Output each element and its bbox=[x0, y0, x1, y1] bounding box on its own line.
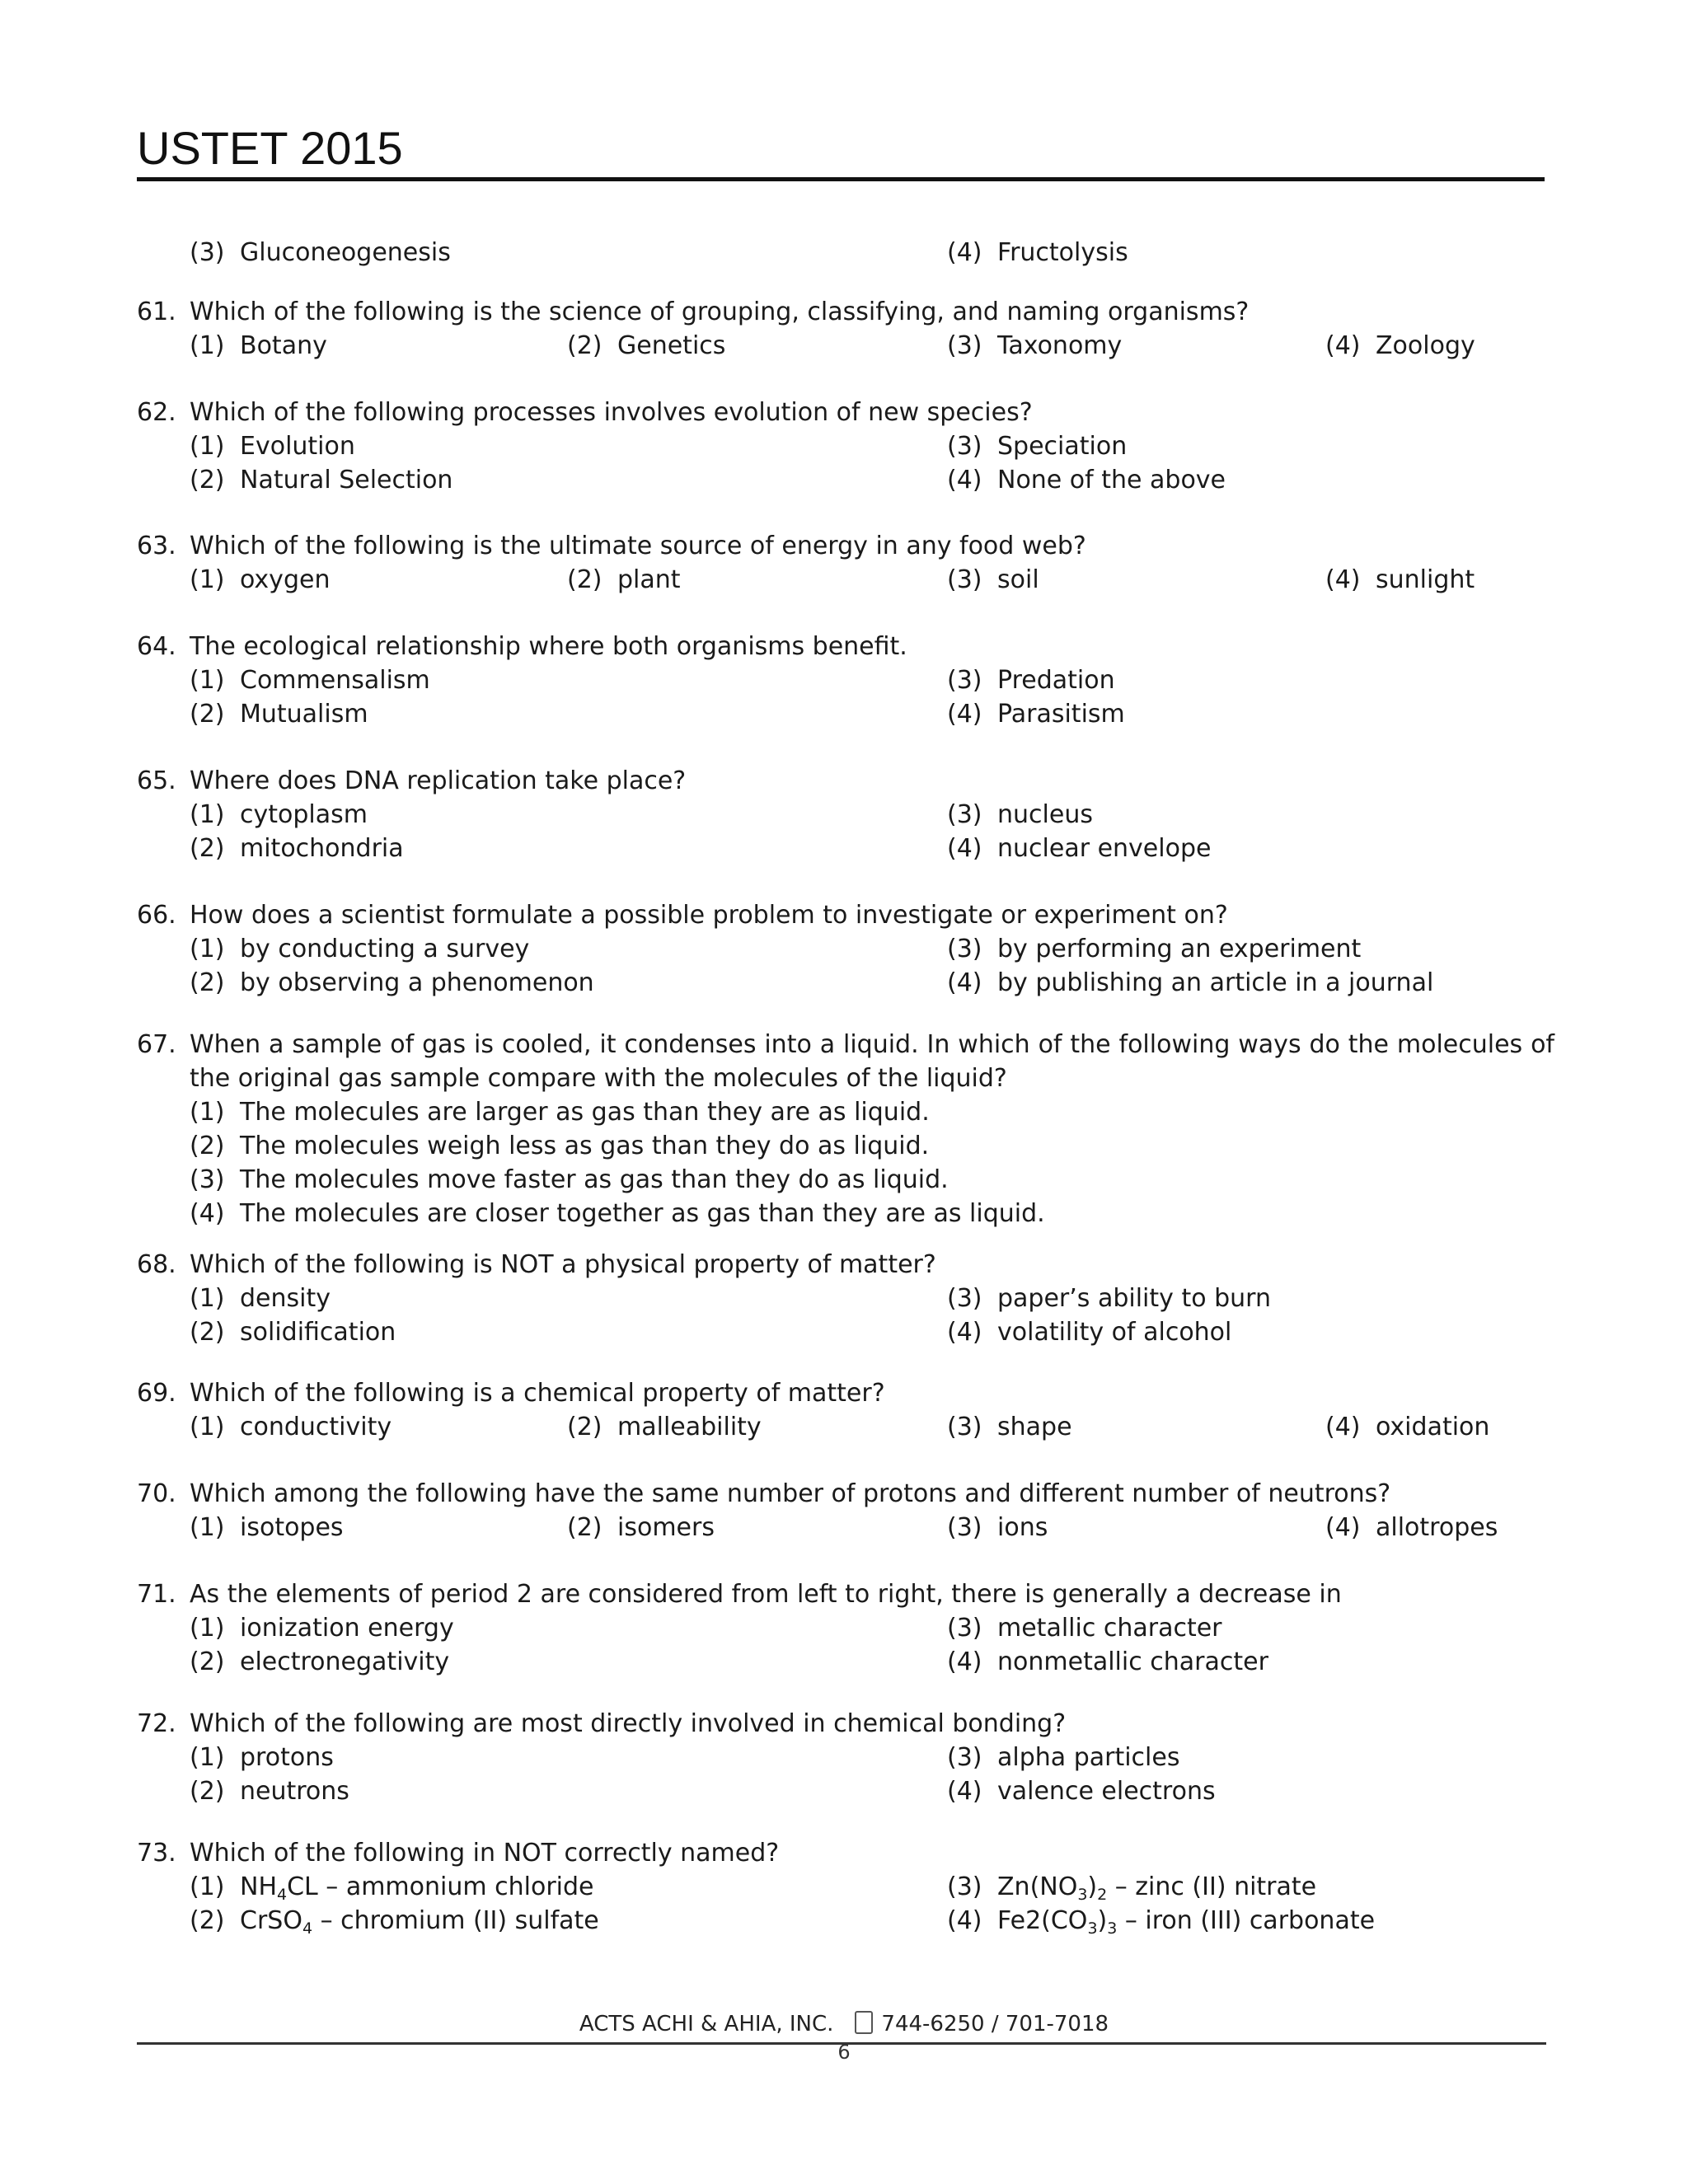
question-text: Where does DNA replication take place? bbox=[190, 766, 687, 795]
option-3: (3) $Zn(NO_3)_2$ – zinc (II) nitrate bbox=[947, 1872, 1317, 1904]
option-3: (3) Predation bbox=[947, 666, 1115, 695]
option-1: (1) isotopes bbox=[190, 1513, 344, 1542]
question-number: 66. bbox=[137, 901, 176, 930]
option-4: (4) Parasitism bbox=[947, 700, 1125, 729]
option-4: (4) Zoology bbox=[1325, 331, 1475, 360]
question-number: 67. bbox=[137, 1030, 176, 1059]
question-number: 70. bbox=[137, 1479, 176, 1508]
question-number: 65. bbox=[137, 766, 176, 795]
question-text: Which among the following have the same number of protons and different number of neutrons? bbox=[190, 1479, 1391, 1508]
question-69 bbox=[137, 1376, 1554, 1444]
question-number: 68. bbox=[137, 1250, 176, 1279]
option-4: (4) nuclear envelope bbox=[947, 834, 1212, 863]
option-1: (1) protons bbox=[190, 1743, 334, 1772]
option-3: (3) ions bbox=[947, 1513, 1048, 1542]
option-3: (3) Gluconeogenesis bbox=[190, 238, 451, 267]
option-1: (1) Botany bbox=[190, 331, 327, 360]
option-2: (2) Mutualism bbox=[190, 700, 368, 729]
option-4: (4) None of the above bbox=[947, 466, 1226, 494]
question-68 bbox=[137, 1248, 1554, 1349]
option-2: (2) neutrons bbox=[190, 1777, 349, 1806]
option-2: (2) electronegativity bbox=[190, 1647, 450, 1676]
question-number: 62. bbox=[137, 398, 176, 427]
question-61 bbox=[137, 295, 1554, 363]
option-1: (1) density bbox=[190, 1284, 331, 1313]
page-number: 6 bbox=[837, 2041, 851, 2064]
option-2: (2) by observing a phenomenon bbox=[190, 968, 594, 997]
option-4: (4) Fructolysis bbox=[947, 238, 1128, 267]
question-text: Which of the following is the ultimate source of energy in any food web? bbox=[190, 532, 1086, 560]
option-4: (4) nonmetallic character bbox=[947, 1647, 1268, 1676]
option-2: (2) Natural Selection bbox=[190, 466, 453, 494]
question-67 bbox=[137, 1028, 1554, 1230]
question-66 bbox=[137, 898, 1554, 1000]
option-1: (1) $NH_4CL$ – ammonium chloride bbox=[190, 1872, 594, 1904]
option-4: (4) valence electrons bbox=[947, 1777, 1216, 1806]
phone-icon bbox=[855, 2011, 873, 2034]
question-text: As the elements of period 2 are considered from left to right, there is generally a decrease in bbox=[190, 1580, 1342, 1609]
option-3: (3) nucleus bbox=[947, 800, 1093, 829]
option-4: (4) sunlight bbox=[1325, 565, 1475, 594]
question-text: How does a scientist formulate a possible problem to investigate or experiment on? bbox=[190, 901, 1228, 930]
header-divider bbox=[137, 177, 1545, 181]
question-text: Which of the following is NOT a physical property of matter? bbox=[190, 1250, 936, 1279]
question-64 bbox=[137, 630, 1554, 731]
page-title: USTET 2015 bbox=[137, 122, 403, 174]
footer bbox=[0, 2011, 1688, 2037]
option-4: (4) allotropes bbox=[1325, 1513, 1498, 1542]
question-text: Which of the following are most directly involved in chemical bonding? bbox=[190, 1709, 1067, 1738]
option-2: (2) CrSO$_4$ – chromium (II) sulfate bbox=[190, 1906, 599, 1938]
question-65 bbox=[137, 764, 1554, 865]
option-2: (2) plant bbox=[567, 565, 681, 594]
question-number: 63. bbox=[137, 532, 176, 560]
question-71 bbox=[137, 1577, 1554, 1679]
option-2: (2) The molecules weigh less as gas than they do as liquid. bbox=[190, 1132, 930, 1160]
option-1: (1) The molecules are larger as gas than they are as liquid. bbox=[190, 1098, 930, 1127]
option-2: (2) solidification bbox=[190, 1318, 396, 1347]
question-73 bbox=[137, 1836, 1554, 1938]
option-4: (4) $Fe2(CO_3)_3$ – iron (III) carbonate bbox=[947, 1906, 1376, 1938]
question-text: Which of the following is the science of grouping, classifying, and naming organisms? bbox=[190, 298, 1250, 326]
question-60-continued bbox=[137, 236, 1554, 269]
question-text: The ecological relationship where both organisms benefit. bbox=[190, 632, 907, 661]
question-text: Which of the following processes involves evolution of new species? bbox=[190, 398, 1033, 427]
question-text: Which of the following is a chemical property of matter? bbox=[190, 1379, 885, 1408]
option-3: (3) by performing an experiment bbox=[947, 935, 1362, 963]
question-62 bbox=[137, 396, 1554, 497]
option-3: (3) The molecules move faster as gas than they do as liquid. bbox=[190, 1165, 949, 1194]
option-4: (4) volatility of alcohol bbox=[947, 1318, 1232, 1347]
option-3: (3) metallic character bbox=[947, 1614, 1222, 1643]
option-1: (1) oxygen bbox=[190, 565, 331, 594]
option-3: (3) alpha particles bbox=[947, 1743, 1180, 1772]
question-number: 72. bbox=[137, 1709, 176, 1738]
option-1: (1) ionization energy bbox=[190, 1614, 454, 1643]
question-72 bbox=[137, 1707, 1554, 1808]
question-number: 61. bbox=[137, 298, 176, 326]
question-70 bbox=[137, 1477, 1554, 1544]
option-1: (1) Evolution bbox=[190, 432, 355, 461]
option-3: (3) paper’s ability to burn bbox=[947, 1284, 1271, 1313]
footer-phone: 744-6250 / 701-7018 bbox=[881, 2012, 1109, 2036]
option-3: (3) Taxonomy bbox=[947, 331, 1123, 360]
question-number: 71. bbox=[137, 1580, 176, 1609]
option-2: (2) mitochondria bbox=[190, 834, 404, 863]
question-number: 69. bbox=[137, 1379, 176, 1408]
option-4: (4) oxidation bbox=[1325, 1413, 1490, 1441]
option-2: (2) malleability bbox=[567, 1413, 762, 1441]
option-3: (3) soil bbox=[947, 565, 1039, 594]
option-3: (3) shape bbox=[947, 1413, 1072, 1441]
option-1: (1) cytoplasm bbox=[190, 800, 368, 829]
question-text: Which of the following in NOT correctly named? bbox=[190, 1839, 780, 1868]
question-number: 73. bbox=[137, 1839, 176, 1868]
question-63 bbox=[137, 529, 1554, 597]
option-1: (1) conductivity bbox=[190, 1413, 392, 1441]
option-4: (4) The molecules are closer together as gas than they are as liquid. bbox=[190, 1199, 1045, 1228]
option-2: (2) Genetics bbox=[567, 331, 726, 360]
option-1: (1) Commensalism bbox=[190, 666, 430, 695]
option-1: (1) by conducting a survey bbox=[190, 935, 530, 963]
option-4: (4) by publishing an article in a journal bbox=[947, 968, 1434, 997]
question-number: 64. bbox=[137, 632, 176, 661]
question-text: When a sample of gas is cooled, it condenses into a liquid. In which of the following ways do the molecules of the original gas sample compare with the molecules of the liquid? bbox=[190, 1030, 1554, 1093]
option-3: (3) Speciation bbox=[947, 432, 1128, 461]
footer-company: ACTS ACHI & AHIA, INC. bbox=[579, 2012, 834, 2036]
option-2: (2) isomers bbox=[567, 1513, 715, 1542]
